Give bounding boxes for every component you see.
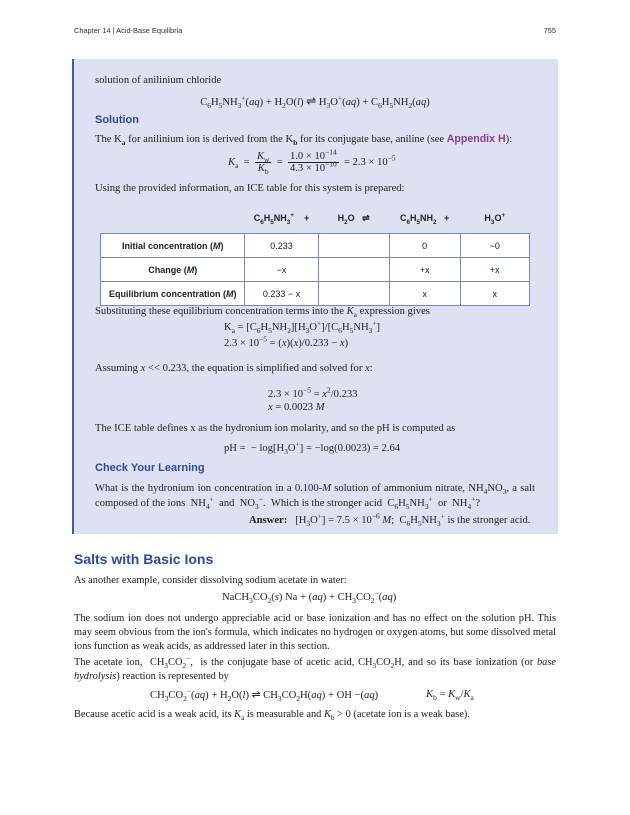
ka-equation: $K_a$ = $\frac{K_w}{K_b}$ = $\frac{1.0 \times 10^{-14}}{4.3 \times 10^{-10}}$ = $2.3 \times 10^{-5}$ (228, 147, 396, 177)
row-label-equilibrium: Equilibrium concentration (M) (101, 282, 245, 306)
answer-label: Answer: (249, 515, 288, 526)
hydrolysis-equation: $CH_3CO_2^-(aq) + H_2O(l)$ ⇌ $CH_3CO_2H(aq)$ + OH −(aq) (150, 686, 379, 704)
check-your-learning-heading: Check Your Learning (95, 462, 205, 474)
ka-expression: $K_a = [C_6H_5NH_2][H_3O^+]/[C_6H_5NH_3^+]$ (224, 318, 381, 336)
table-cell (318, 282, 389, 306)
header-hydronium: $H_3O^+$ (484, 212, 506, 226)
paragraph-4: Because acetic acid is a weak acid, its $K_a$ is measurable and $K_b > 0$ (acetate ion is a weak base). (74, 709, 470, 723)
ice-header-row (101, 203, 530, 234)
table-cell: 0.233 (245, 234, 318, 258)
appendix-h-link[interactable]: Appendix H (446, 133, 506, 145)
simplified-equation: $2.3 \times 10^{-5} = x^2/0.233$ (268, 385, 358, 400)
ka-derivation-text: The $K_a$ for anilinium ion is derived from the $K_b$ for its conjugate base, aniline (see Appendix H): (95, 133, 513, 148)
table-cell: +x (460, 258, 529, 282)
substitution-text: Substituting these equilibrium concentration terms into the $K_a$ expression gives (95, 306, 430, 320)
page-number: 755 (543, 26, 556, 35)
header-anilinium: $C_6H_5NH_3^+$ + (253, 212, 310, 226)
ka-substituted: $2.3 \times 10^{-5} = (x)(x)/0.233 - x$) (224, 334, 349, 349)
table-row (101, 282, 530, 306)
table-cell: ~0 (460, 234, 529, 258)
table-cell: 0 (389, 234, 460, 258)
ph-equation: pH = − $\log[H_3O^+] = -\log(0.0023) = 2.64$ (224, 439, 401, 457)
check-your-learning-question: What is the hydronium ion concentration in a 0.100-M solution of ammonium nitrate, $NH_4NO_3$, a salt composed of the ions $NH_4^+$ and $NO_3^-$. Which is the stronger acid $C_6H_5NH_3^+$ or $NH_4^+$? (95, 483, 535, 512)
section-title: Salts with Basic Ions (74, 551, 214, 567)
row-label-initial: Initial concentration (M) (101, 234, 245, 258)
x-solution: x = 0.0023 M (268, 402, 325, 413)
table-cell: −x (245, 258, 318, 282)
assumption-text: Assuming x << 0.233, the equation is simplified and solved for x: (95, 363, 373, 374)
paragraph-1: As another example, consider dissolving sodium acetate in water: (74, 575, 347, 586)
equation-1: $C_6H_5NH_3^+(aq) + H_2O(l)$ ⇌ $H_3O^+(aq) + C_6H_5NH_2(aq)$ (200, 93, 430, 111)
ph-intro-text: The ICE table defines x as the hydronium ion molarity, and so the pH is computed as (95, 423, 456, 434)
paragraph-3: The acetate ion, $CH_3CO_2^-$, is the conjugate base of acetic acid, $CH_3CO_2H$, and so its base ionization (or base hydrolysis) reaction is represented by (74, 654, 557, 682)
page-header (74, 26, 556, 35)
ice-table (100, 203, 530, 306)
paragraph-2: The sodium ion does not undergo appreciable acid or base ionization and has no effect on the solution pH. This may seem obvious from the ion's formula, which indicates no hydrogen or oxygen atoms, but some dissolved metal ions function as weak acids, as addressed later in this section. (74, 613, 556, 652)
table-cell: x (460, 282, 529, 306)
table-cell: +x (389, 258, 460, 282)
answer-line: Answer: $[H_3O^+] = 7.5 \times 10^{-6}$ M; $C_6H_5NH_3^+$ is the stronger acid. (249, 511, 531, 529)
chapter-title: Chapter 14 | Acid-Base Equilibria (74, 26, 183, 35)
table-cell: 0.233 − x (245, 282, 318, 306)
table-row (101, 258, 530, 282)
header-water: $H_2O$ ⇌ (337, 212, 370, 226)
box-intro: solution of anilinium chloride (95, 75, 222, 86)
solution-heading: Solution (95, 114, 139, 126)
table-cell (318, 234, 389, 258)
row-label-change: Change (M) (101, 258, 245, 282)
table-row (101, 234, 530, 258)
ice-intro-text: Using the provided information, an ICE table for this system is prepared: (95, 183, 405, 194)
kb-equation: $K_b = K_w/K_a$ (426, 689, 474, 703)
acetate-dissolution-equation: $NaCH_3CO_2(s) Na + (aq) + CH_3CO_2^-(aq)$ (222, 588, 397, 606)
table-cell (318, 258, 389, 282)
table-cell: x (389, 282, 460, 306)
header-aniline: $C_6H_5NH_2$ + (399, 213, 450, 226)
